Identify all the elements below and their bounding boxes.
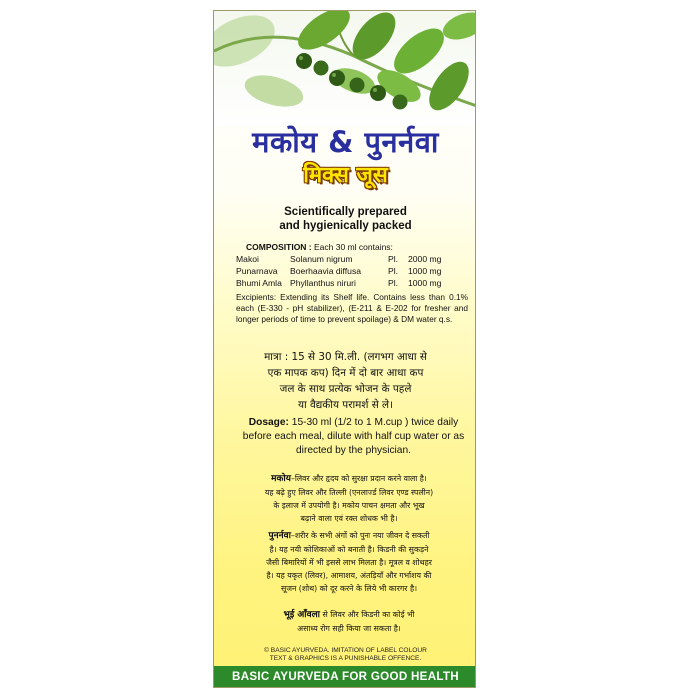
product-title-hindi: मकोय & पुनर्नवा bbox=[252, 125, 439, 159]
para-line: है। यह यकृत (लिवर), आमाशय, अंतड़ियाँ और गर्भाशय की bbox=[266, 571, 432, 580]
para-line: है। यह नयी कोशिकाओं को बनाती है। किडनी की सुकड़ने bbox=[269, 545, 429, 554]
para-line: सूजन (शोथ) को दूर करने के लिये भी कारगर है। bbox=[280, 584, 418, 593]
para-line: यह बढ़े हुए लिवर और तिल्ली (एनलार्ज्ड लिवर एण्ड स्पलीन) bbox=[264, 488, 434, 497]
para-line: –लिवर और हृदय को सुरक्षा प्रदान करने वाला है। bbox=[290, 474, 427, 483]
composition-heading-rest: Each 30 ml contains: bbox=[314, 242, 393, 252]
tagline bbox=[214, 205, 476, 233]
ingredient-name: Makoi bbox=[236, 254, 259, 264]
footer-banner: BASIC AYURVEDA FOR GOOD HEALTH bbox=[214, 666, 476, 688]
matra-line: या वैद्यकीय परामर्श से ले। bbox=[297, 399, 394, 411]
ingredient-qty: 2000 mg bbox=[408, 254, 442, 264]
makoy-bold: मकोय bbox=[271, 474, 291, 484]
matra-line: मात्रा : 15 से 30 मि.ली. (लगभग आधा से bbox=[264, 351, 427, 363]
ingredient-qty: 1000 mg bbox=[408, 266, 442, 276]
ingredient-latin: Solanum nigrum bbox=[290, 254, 353, 264]
para-line: जैसी बिमारियों में भी इससे लाभ मिलता है। मूत्रल व शोथहर bbox=[266, 558, 432, 567]
tagline-line: and hygienically packed bbox=[279, 220, 412, 232]
punarnava-description bbox=[228, 529, 470, 595]
ingredient-latin: Boerhaavia diffusa bbox=[290, 266, 362, 276]
excipients-text: Excipients: Extending its Shelf life. Contains less than 0.1% each (E-330 - pH stabilizer), (E-211 & E-202 for fresher and longer periods of time to prevent spoilage) & DM water q.s. bbox=[236, 292, 468, 324]
copyright-line: © BASIC AYURVEDA. IMITATION OF LABEL COLOUR bbox=[264, 647, 427, 654]
dosage-label: Dosage: bbox=[248, 417, 289, 428]
product-subtitle-hindi: मिक्स जूस bbox=[303, 163, 388, 188]
para-line: के इलाज में उपयोगी है। मकोय पाचन क्षमता और भूख bbox=[273, 501, 425, 510]
bhui-amla-bold: भूई आँवला bbox=[283, 610, 321, 620]
ingredient-name: Punarnava bbox=[236, 266, 278, 276]
makoi-leaves-illustration bbox=[214, 11, 476, 126]
ingredient-qty: 1000 mg bbox=[408, 278, 442, 288]
matra-line: एक मापक कप) दिन में दो बार आधा कप bbox=[267, 367, 424, 379]
tagline-line: Scientifically prepared bbox=[284, 206, 407, 218]
punarnava-bold: पुनर्नवा bbox=[268, 531, 291, 541]
ingredient-part: Pl. bbox=[388, 254, 399, 264]
product-label bbox=[213, 10, 476, 688]
copyright-line: TEXT & GRAPHICS IS A PUNISHABLE OFFENCE. bbox=[269, 655, 422, 662]
bhui-amla-description bbox=[228, 608, 470, 635]
para-line: बढ़ाने वाला एवं रक्त शोधक भी है। bbox=[300, 514, 398, 523]
ingredient-name: Bhumi Amla bbox=[236, 278, 282, 288]
dosage-english bbox=[236, 416, 471, 458]
matra-hindi bbox=[214, 349, 476, 413]
composition-heading bbox=[246, 242, 393, 252]
dosage-text: 15-30 ml (1/2 to 1 M.cup ) twice daily before each meal, dilute with half cup water or as directed by the physician. bbox=[242, 417, 465, 456]
para-line: असाध्य रोग सही किया जा सकता है। bbox=[297, 624, 401, 633]
ingredient-latin: Phyllanthus niruri bbox=[290, 278, 356, 288]
para-line: से लिवर और किडनी का कोई भी bbox=[320, 610, 415, 619]
composition-label: COMPOSITION : bbox=[246, 242, 312, 252]
ingredient-part: Pl. bbox=[388, 266, 399, 276]
para-line: –शरीर के सभी अंगों को पुनः नया जीवन दे सकती bbox=[290, 531, 430, 540]
matra-line: जल के साथ प्रत्येक भोजन के पहले bbox=[279, 383, 412, 395]
makoy-description bbox=[228, 472, 470, 525]
ingredient-part: Pl. bbox=[388, 278, 399, 288]
copyright-notice bbox=[214, 647, 476, 663]
